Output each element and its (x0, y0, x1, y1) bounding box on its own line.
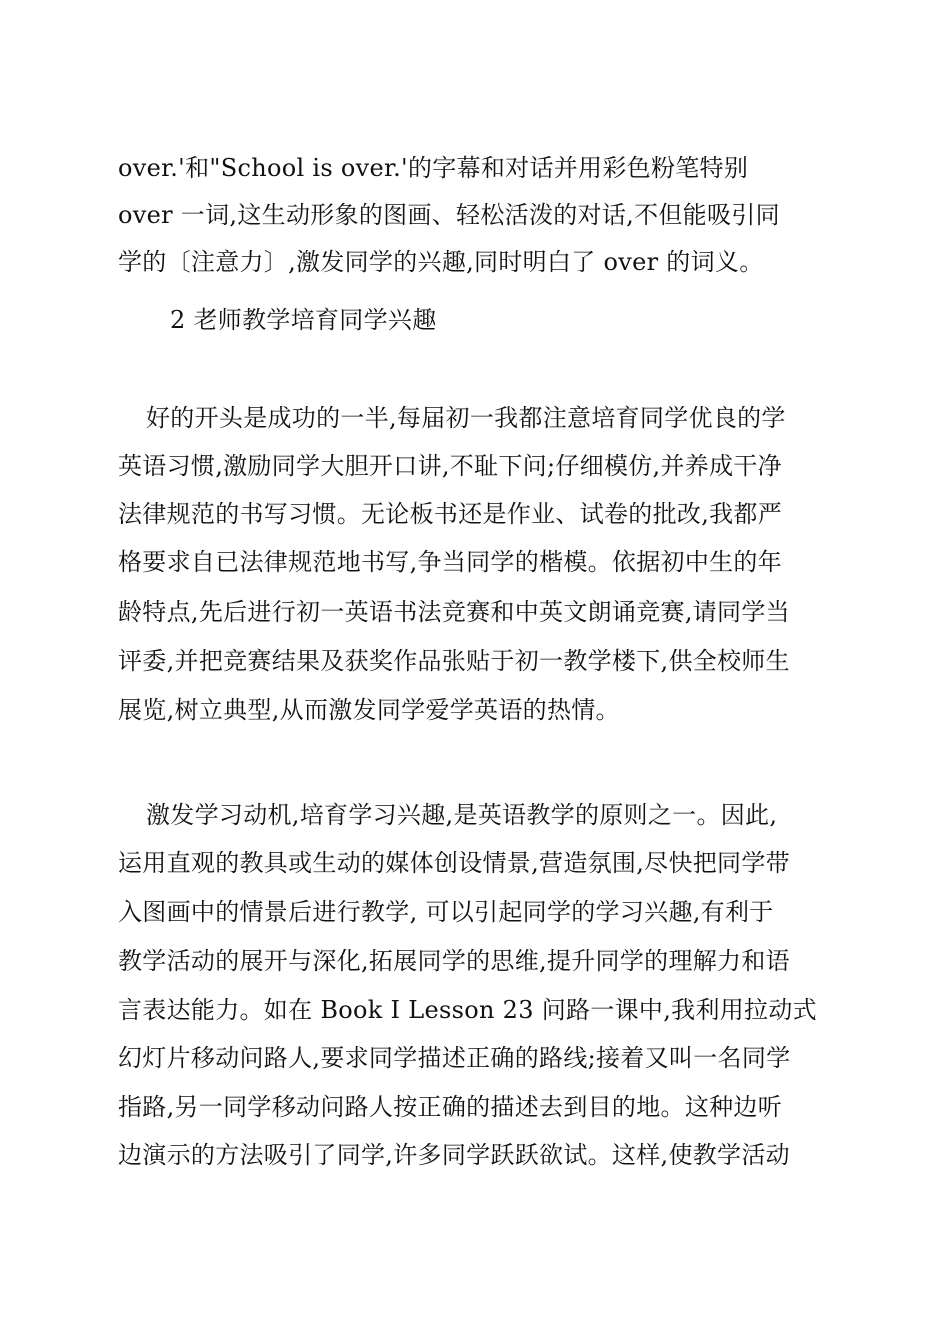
paragraph2-line-4: 教学活动的展开与深化,拓展同学的思维,提升同学的理解力和语 (118, 947, 790, 975)
paragraph1-line-7: 展览,树立典型,从而激发同学爱学英语的热情。 (118, 696, 620, 724)
intro-line-2: over 一词,这生动形象的图画、轻松活泼的对话,不但能吸引同 (118, 201, 780, 229)
paragraph2-line-2: 运用直观的教具或生动的媒体创设情景,营造氛围,尽快把同学带 (118, 849, 790, 877)
paragraph1-line-3: 法律规范的书写习惯。无论板书还是作业、试卷的批改,我都严 (118, 500, 783, 528)
paragraph1-line-1: 好的开头是成功的一半,每届初一我都注意培育同学优良的学 (146, 404, 786, 432)
paragraph2-line-5: 言表达能力。如在 Book Ⅰ Lesson 23 问路一课中,我利用拉动式 (118, 996, 817, 1024)
paragraph1-line-4: 格要求自已法律规范地书写,争当同学的楷模。依据初中生的年 (118, 548, 783, 576)
section-heading: 2 老师教学培育同学兴趣 (170, 306, 437, 334)
paragraph1-line-6: 评委,并把竞赛结果及获奖作品张贴于初一教学楼下,供全校师生 (118, 647, 790, 675)
paragraph1-line-2: 英语习惯,激励同学大胆开口讲,不耻下问;仔细模仿,并养成干净 (118, 452, 782, 480)
paragraph2-line-1: 激发学习动机,培育学习兴趣,是英语教学的原则之一。因此, (146, 801, 778, 829)
paragraph2-line-8: 边演示的方法吸引了同学,许多同学跃跃欲试。这样,使教学活动 (118, 1141, 790, 1169)
paragraph1-line-5: 龄特点,先后进行初一英语书法竞赛和中英文朗诵竞赛,请同学当 (118, 598, 790, 626)
intro-line-1: over.'和"School is over.'的字幕和对话并用彩色粉笔特别 (118, 154, 749, 182)
paragraph2-line-6: 幻灯片移动问路人,要求同学描述正确的路线;接着又叫一名同学 (118, 1044, 791, 1072)
intro-line-3: 学的〔注意力〕,激发同学的兴趣,同时明白了 over 的词义。 (118, 248, 764, 276)
paragraph2-line-3: 入图画中的情景后进行教学, 可以引起同学的学习兴趣,有利于 (118, 898, 774, 926)
paragraph2-line-7: 指路,另一同学移动问路人按正确的描述去到目的地。这种边听 (118, 1093, 783, 1121)
